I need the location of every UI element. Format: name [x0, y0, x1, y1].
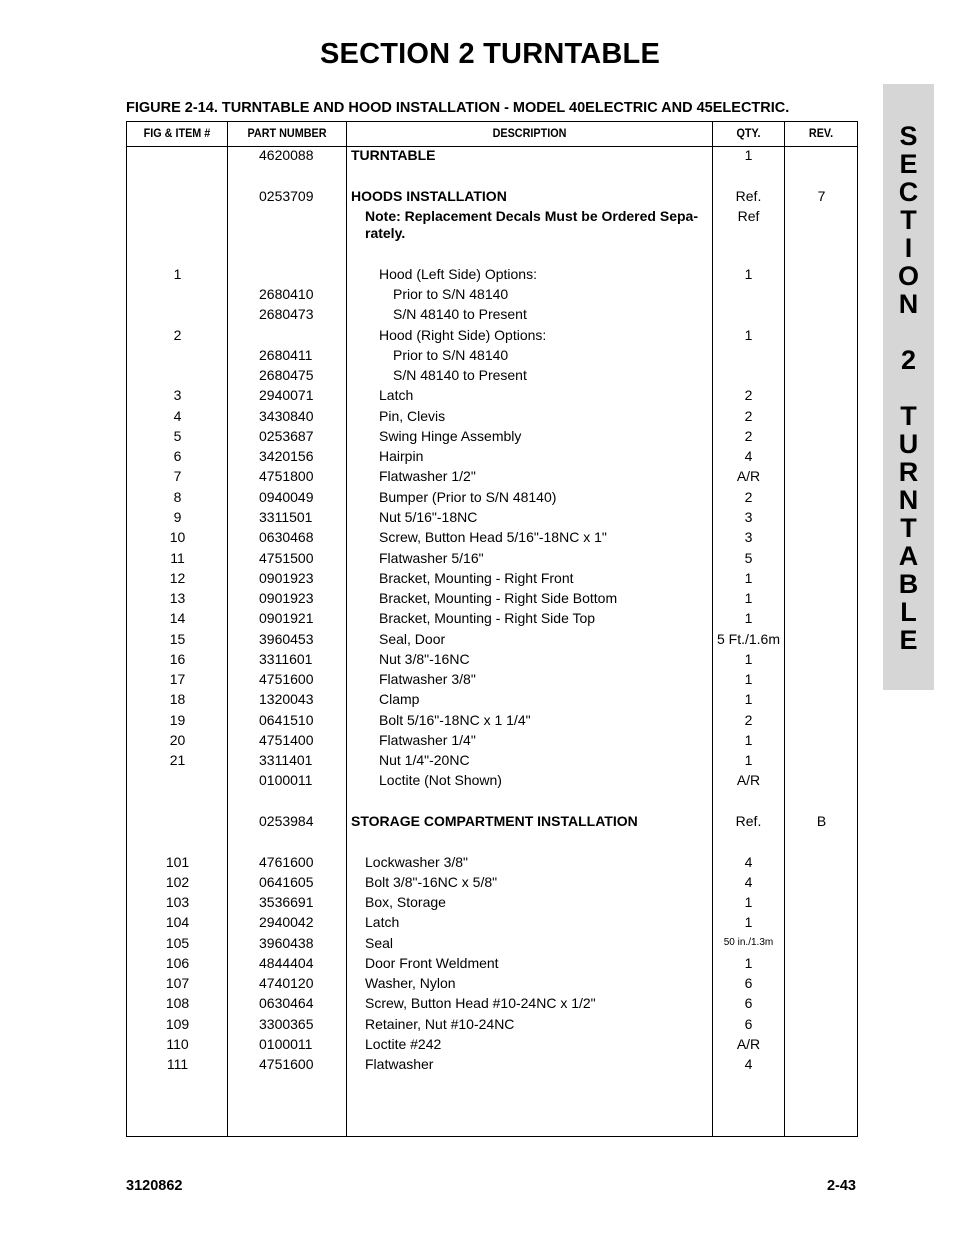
- part-number: 2680473: [259, 306, 314, 322]
- description: Prior to S/N 48140: [393, 286, 509, 302]
- item-number: 7: [173, 468, 182, 484]
- description: Screw, Button Head #10-24NC x 1/2": [365, 995, 596, 1011]
- revision: 7: [817, 188, 826, 204]
- description: Loctite (Not Shown): [379, 772, 502, 788]
- part-number: 0100011: [259, 772, 313, 788]
- part-number: 4751600: [259, 671, 314, 687]
- part-number: 2940042: [259, 914, 314, 930]
- quantity: Ref.: [735, 813, 762, 829]
- page-number: 2-43: [826, 1178, 856, 1194]
- section-title: SECTION 2 TURNTABLE: [320, 38, 660, 70]
- description: Prior to S/N 48140: [393, 347, 509, 363]
- item-number: 21: [169, 752, 186, 768]
- part-number: 0100011: [259, 1036, 313, 1052]
- revision: B: [816, 813, 827, 829]
- quantity: 2: [744, 408, 753, 424]
- quantity: 2: [744, 387, 753, 403]
- part-number: 2680411: [259, 347, 313, 363]
- quantity: 1: [744, 570, 753, 586]
- part-number: 4751600: [259, 1056, 314, 1072]
- description: rately.: [365, 225, 406, 241]
- description: Bracket, Mounting - Right Side Top: [379, 610, 596, 626]
- quantity: 2: [744, 712, 753, 728]
- tab-letter: 2: [900, 345, 917, 375]
- part-number: 4761600: [259, 854, 314, 870]
- description: Nut 1/4"-20NC: [379, 752, 470, 768]
- quantity: 1: [744, 691, 753, 707]
- quantity: A/R: [736, 1036, 761, 1052]
- part-number: 3300365: [259, 1016, 314, 1032]
- description: Hairpin: [379, 448, 424, 464]
- part-number: 0641605: [259, 874, 314, 890]
- quantity: 1: [744, 327, 753, 343]
- item-number: 16: [169, 651, 186, 667]
- part-number: 0901923: [259, 570, 314, 586]
- column-divider: [346, 122, 347, 1136]
- description: Pin, Clevis: [379, 408, 446, 424]
- header-description: DESCRIPTION: [492, 126, 567, 140]
- description: Lockwasher 3/8": [365, 854, 469, 870]
- part-number: 3311601: [259, 651, 313, 667]
- description: STORAGE COMPARTMENT INSTALLATION: [351, 813, 638, 829]
- quantity: 1: [744, 147, 753, 163]
- tab-letter: T: [900, 205, 917, 235]
- quantity: 1: [744, 732, 753, 748]
- part-number: 0901923: [259, 590, 314, 606]
- tab-letter: C: [898, 177, 919, 207]
- quantity: 1: [744, 914, 753, 930]
- tab-letter: A: [898, 541, 919, 571]
- item-number: 10: [169, 529, 186, 545]
- item-number: 15: [169, 631, 186, 647]
- quantity: A/R: [736, 468, 761, 484]
- figure-title: FIGURE 2-14. TURNTABLE AND HOOD INSTALLATION - MODEL 40ELECTRIC AND 45ELECTRIC.: [126, 100, 790, 116]
- quantity: 4: [744, 874, 753, 890]
- description: Bumper (Prior to S/N 48140): [379, 489, 557, 505]
- description: Swing Hinge Assembly: [379, 428, 522, 444]
- quantity: Ref.: [735, 188, 762, 204]
- item-number: 108: [165, 995, 190, 1011]
- quantity: 1: [744, 671, 753, 687]
- item-number: 101: [165, 854, 190, 870]
- tab-letter: E: [899, 625, 918, 655]
- part-number: 0253687: [259, 428, 314, 444]
- header-rev: REV.: [808, 126, 834, 140]
- part-number: 3311401: [259, 752, 313, 768]
- tab-letter: S: [899, 121, 918, 151]
- header-part-number: PART NUMBER: [247, 126, 327, 140]
- tab-letter: R: [898, 457, 919, 487]
- description: Flatwasher 1/4": [379, 732, 476, 748]
- quantity: 4: [744, 448, 753, 464]
- item-number: 111: [166, 1056, 189, 1072]
- part-number: 3311501: [259, 509, 313, 525]
- description: TURNTABLE: [351, 147, 436, 163]
- part-number: 3536691: [259, 894, 314, 910]
- item-number: 9: [173, 509, 182, 525]
- part-number: 0253984: [259, 813, 314, 829]
- part-number: 4844404: [259, 955, 314, 971]
- tab-letter: N: [898, 289, 919, 319]
- quantity: 6: [744, 975, 753, 991]
- quantity: 5: [744, 550, 753, 566]
- description: Bracket, Mounting - Right Side Bottom: [379, 590, 618, 606]
- part-number: 4751800: [259, 468, 314, 484]
- quantity: 1: [744, 610, 753, 626]
- header-item: FIG & ITEM #: [143, 126, 211, 140]
- item-number: 107: [165, 975, 190, 991]
- tab-letter: U: [898, 429, 919, 459]
- item-number: 110: [166, 1036, 189, 1052]
- description: Latch: [365, 914, 400, 930]
- part-number: 3420156: [259, 448, 314, 464]
- tab-letter: E: [899, 149, 918, 179]
- quantity: 1: [744, 752, 753, 768]
- description: Note: Replacement Decals Must be Ordered Sepa-: [365, 208, 698, 224]
- description: S/N 48140 to Present: [393, 306, 527, 322]
- quantity: 1: [744, 266, 753, 282]
- quantity: 4: [744, 854, 753, 870]
- item-number: 19: [169, 712, 186, 728]
- part-number: 2940071: [259, 387, 314, 403]
- column-divider: [784, 122, 785, 1136]
- item-number: 5: [173, 428, 182, 444]
- description: Hood (Right Side) Options:: [379, 327, 547, 343]
- header-qty: QTY.: [736, 126, 761, 140]
- tab-letter: N: [898, 485, 919, 515]
- tab-letter: I: [904, 233, 913, 263]
- part-number: 4751500: [259, 550, 314, 566]
- part-number: 4751400: [259, 732, 314, 748]
- part-number: 4620088: [259, 147, 314, 163]
- quantity: 2: [744, 489, 753, 505]
- part-number: 0641510: [259, 712, 314, 728]
- item-number: 14: [169, 610, 186, 626]
- item-number: 2: [173, 327, 182, 343]
- part-number: 0630464: [259, 995, 314, 1011]
- description: Seal: [365, 935, 394, 951]
- quantity: 1: [744, 651, 753, 667]
- quantity: 4: [744, 1056, 753, 1072]
- item-number: 11: [170, 550, 185, 566]
- item-number: 12: [169, 570, 186, 586]
- item-number: 20: [169, 732, 186, 748]
- description: Box, Storage: [365, 894, 446, 910]
- part-number: 1320043: [259, 691, 314, 707]
- part-number: 0940049: [259, 489, 314, 505]
- item-number: 109: [165, 1016, 190, 1032]
- quantity: 2: [744, 428, 753, 444]
- quantity: 5 Ft./1.6m: [716, 631, 781, 647]
- item-number: 106: [165, 955, 190, 971]
- description: Flatwasher: [365, 1056, 434, 1072]
- item-number: 1: [173, 266, 182, 282]
- description: Retainer, Nut #10-24NC: [365, 1016, 515, 1032]
- section-side-tab: [883, 84, 934, 690]
- item-number: 18: [169, 691, 186, 707]
- quantity: 6: [744, 995, 753, 1011]
- part-number: 3430840: [259, 408, 314, 424]
- document-number: 3120862: [126, 1178, 183, 1194]
- description: Flatwasher 5/16": [379, 550, 484, 566]
- description: Hood (Left Side) Options:: [379, 266, 537, 282]
- description: Seal, Door: [379, 631, 446, 647]
- tab-letter: O: [897, 261, 919, 291]
- description: Nut 3/8"-16NC: [379, 651, 470, 667]
- part-number: 0901921: [259, 610, 314, 626]
- item-number: 103: [165, 894, 190, 910]
- description: S/N 48140 to Present: [393, 367, 527, 383]
- item-number: 102: [165, 874, 190, 890]
- part-number: 0630468: [259, 529, 314, 545]
- part-number: 3960438: [259, 935, 314, 951]
- quantity: 3: [744, 509, 753, 525]
- quantity: 1: [744, 955, 753, 971]
- item-number: 3: [173, 387, 182, 403]
- description: Screw, Button Head 5/16"-18NC x 1": [379, 529, 607, 545]
- part-number: 2680410: [259, 286, 314, 302]
- description: Washer, Nylon: [365, 975, 456, 991]
- tab-letter: T: [900, 401, 917, 431]
- description: Bolt 5/16"-18NC x 1 1/4": [379, 712, 531, 728]
- description: Loctite #242: [365, 1036, 442, 1052]
- item-number: 6: [173, 448, 182, 464]
- tab-letter: T: [900, 513, 917, 543]
- description: Latch: [379, 387, 414, 403]
- tab-letter: B: [898, 569, 919, 599]
- quantity: 1: [744, 590, 753, 606]
- description: HOODS INSTALLATION: [351, 188, 507, 204]
- quantity: 3: [744, 529, 753, 545]
- parts-table: [126, 121, 858, 1137]
- quantity: 1: [744, 894, 753, 910]
- description: Flatwasher 1/2": [379, 468, 476, 484]
- quantity: 6: [744, 1016, 753, 1032]
- item-number: 8: [173, 489, 182, 505]
- quantity: A/R: [736, 772, 761, 788]
- item-number: 13: [169, 590, 186, 606]
- part-number: 2680475: [259, 367, 314, 383]
- item-number: 104: [165, 914, 190, 930]
- quantity: Ref: [737, 208, 760, 224]
- part-number: 4740120: [259, 975, 314, 991]
- part-number: 3960453: [259, 631, 314, 647]
- item-number: 105: [165, 935, 190, 951]
- quantity: 50 in./1.3m: [723, 937, 774, 948]
- description: Door Front Weldment: [365, 955, 499, 971]
- description: Bracket, Mounting - Right Front: [379, 570, 574, 586]
- part-number: 0253709: [259, 188, 314, 204]
- item-number: 4: [173, 408, 182, 424]
- description: Clamp: [379, 691, 420, 707]
- item-number: 17: [169, 671, 186, 687]
- description: Flatwasher 3/8": [379, 671, 476, 687]
- description: Nut 5/16"-18NC: [379, 509, 478, 525]
- description: Bolt 3/8"-16NC x 5/8": [365, 874, 498, 890]
- tab-letter: L: [900, 597, 917, 627]
